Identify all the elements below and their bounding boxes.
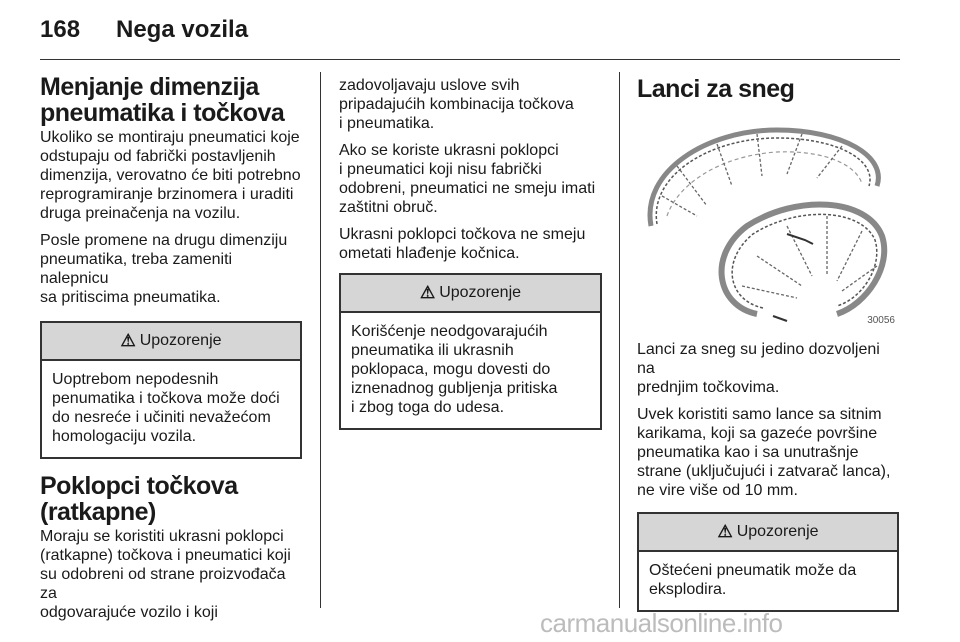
column-divider-right (619, 72, 620, 608)
right-column-body (637, 340, 902, 612)
warning-header (639, 514, 897, 552)
paragraph: Ukrasni poklopci točkova ne smeju ometati hlađenje kočnica. (339, 226, 586, 262)
warning-title: Upozorenje (439, 284, 522, 301)
figure-number: 30056 (867, 315, 895, 326)
snow-chains-illustration (637, 116, 899, 328)
section-heading-tire-dimensions: Menjanje dimenzija pneumatika i točkova (40, 73, 285, 127)
warning-title: Upozorenje (736, 523, 819, 540)
right-column (637, 76, 902, 102)
paragraph: zadovoljavaju uslove svih pripadajućih kombinacija točkova i pneumatika. (339, 77, 574, 132)
warning-text: Oštećeni pneumatik može da eksplodira. (649, 562, 857, 598)
warning-box (339, 273, 602, 430)
paragraph: Uvek koristiti samo lance sa sitnim karikama, koji sa gazeće površine pneumatika kao i sa unutrašnje strane (uključujući i zatvarač lanca), ne vire više od 10 mm. (637, 406, 891, 499)
section-heading-snow-chains: Lanci za sneg (637, 75, 795, 103)
warning-header (341, 275, 600, 313)
page-header (40, 16, 900, 52)
warning-title: Upozorenje (139, 332, 222, 349)
warning-triangle-icon: ⚠ (419, 283, 436, 302)
warning-text: Korišćenje neodgovarajućih pneumatika ili ukrasnih poklopaca, mogu dovesti do iznenadnog gubljenja pritiska i zbog toga do udesa. (351, 323, 558, 416)
page-number: 168 (40, 16, 81, 43)
chapter-title: Nega vozila (116, 16, 249, 43)
left-column (40, 74, 305, 622)
warning-triangle-icon: ⚠ (717, 522, 733, 541)
section-heading-wheel-covers: Poklopci točkova (ratkapne) (40, 472, 238, 526)
warning-text: Uoptrebom nepodesnih penumatika i točkova može doći do nesreće i učiniti nevažećom homologaciju vozila. (52, 371, 280, 445)
snow-chain-image (637, 116, 899, 328)
paragraph: Posle promene na drugu dimenziju pneumatika, treba zameniti nalepnicu sa pritiscima pneumatika. (40, 232, 288, 306)
header-divider (40, 59, 900, 60)
warning-box (637, 512, 899, 612)
warning-header (42, 323, 300, 361)
middle-column (339, 76, 604, 430)
paragraph: Lanci za sneg su jedino dozvoljeni na prednjim točkovima. (637, 341, 880, 396)
warning-triangle-icon: ⚠ (120, 331, 136, 350)
paragraph: Ako se koriste ukrasni poklopci i pneumatici koji nisu fabrički odobreni, pneumatici ne smeju imati zaštitni obruč. (339, 142, 596, 216)
paragraph: Moraju se koristiti ukrasni poklopci (ratkapne) točkova i pneumatici koji su odobreni od strane proizvođača za odgovarajuće vozilo i koji (40, 528, 291, 621)
warning-box (40, 321, 302, 459)
paragraph: Ukoliko se montiraju pneumatici koje odstupaju od fabrički postavljenih dimenzija, verovatno će biti potrebno reprogramiranje brzinomera i uraditi druga preinačenja na vozilu. (40, 129, 301, 222)
watermark: carmanualsonline.info (540, 608, 783, 638)
column-divider-left (320, 72, 321, 608)
